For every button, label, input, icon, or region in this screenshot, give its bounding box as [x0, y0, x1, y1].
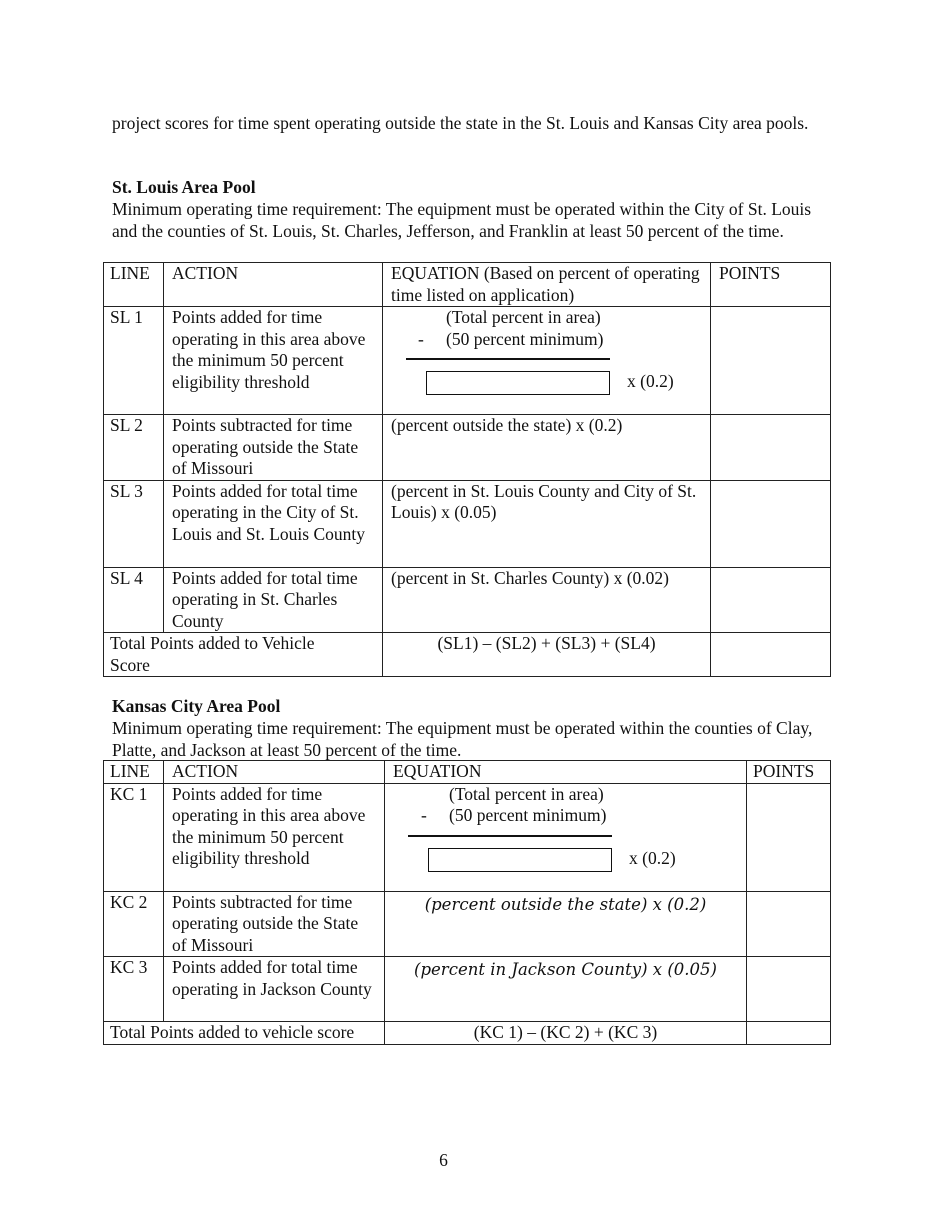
fraction-rule: [406, 358, 610, 360]
equation-total-term: (Total percent in area): [449, 783, 604, 804]
equation-cell: (percent in St. Charles County) x (0.02): [383, 567, 711, 633]
total-label: Total Points added to Vehicle Score: [104, 633, 383, 677]
table-row: [104, 783, 831, 891]
kansas-city-heading: Kansas City Area Pool: [112, 696, 281, 716]
points-cell: [747, 783, 831, 891]
line-cell: SL 2: [104, 415, 164, 481]
header-line: LINE: [104, 263, 164, 307]
result-box: [428, 848, 612, 872]
equation-total-term: (Total percent in area): [446, 307, 601, 327]
header-action: ACTION: [164, 263, 383, 307]
header-points: POINTS: [711, 263, 831, 307]
equation-minimum-term: (50 percent minimum): [449, 805, 607, 825]
table-row: [104, 480, 831, 567]
action-cell: Points added for total time operating in the City of St. Louis and St. Louis County: [164, 480, 383, 567]
total-equation: (SL1) – (SL2) + (SL3) + (SL4): [383, 633, 711, 677]
page-number: 6: [439, 1150, 448, 1170]
points-cell: [711, 567, 831, 633]
total-equation: (KC 1) – (KC 2) + (KC 3): [385, 1022, 747, 1045]
equation-math: (percent outside the state) x (0.2): [424, 894, 707, 914]
minus-sign: -: [421, 805, 427, 825]
points-cell: [747, 891, 831, 957]
table-row: [104, 307, 831, 415]
header-points: POINTS: [747, 761, 831, 784]
points-cell: [711, 307, 831, 415]
line-cell: KC 3: [104, 957, 164, 1022]
st-louis-table: [103, 262, 831, 677]
action-cell: Points added for total time operating in St. Charles County: [164, 567, 383, 633]
equation-minimum-term: (50 percent minimum): [446, 328, 604, 349]
total-row: [104, 1022, 831, 1045]
st-louis-heading: St. Louis Area Pool: [112, 177, 256, 197]
table-row: [104, 415, 831, 481]
kansas-city-requirement: Minimum operating time requirement: The equipment must be operated within the counties of Clay, Platte, and Jackson at least 50 percent of the time.: [112, 718, 813, 760]
multiplier: x (0.2): [627, 371, 674, 391]
intro-paragraph: project scores for time spent operating outside the state in the St. Louis and Kansas City area pools.: [112, 113, 809, 133]
line-cell: SL 4: [104, 567, 164, 633]
header-equation: EQUATION (Based on percent of operating time listed on application): [383, 263, 711, 307]
header-equation: EQUATION: [385, 761, 747, 784]
equation-cell: [385, 891, 747, 957]
points-cell: [711, 480, 831, 567]
line-cell: KC 2: [104, 891, 164, 957]
equation-math: (percent in Jackson County) x (0.05): [414, 960, 717, 979]
line-cell: SL 1: [104, 307, 164, 415]
action-cell: Points subtracted for time operating outside the State of Missouri: [164, 415, 383, 481]
points-cell: [747, 1022, 831, 1045]
fraction-rule: [408, 835, 612, 837]
table-header-row: [104, 263, 831, 307]
total-label: Total Points added to vehicle score: [104, 1022, 385, 1045]
st-louis-requirement: Minimum operating time requirement: The equipment must be operated within the City of St. Louis and the counties of St. Louis, St. Charles, Jefferson, and Franklin at least 50 percent of the time.: [112, 199, 812, 241]
table-header-row: [104, 761, 831, 784]
result-box: [426, 371, 610, 395]
header-action: ACTION: [164, 761, 385, 784]
equation-cell: (percent in St. Louis County and City of St. Louis) x (0.05): [383, 480, 711, 567]
points-cell: [711, 633, 831, 677]
action-cell: Points added for total time operating in Jackson County: [164, 957, 385, 1022]
equation-cell: [383, 307, 711, 415]
table-row: [104, 567, 831, 633]
line-cell: KC 1: [104, 783, 164, 891]
total-row: [104, 633, 831, 677]
table-row: [104, 957, 831, 1022]
equation-cell: [385, 783, 747, 891]
kansas-city-table: [103, 760, 831, 1045]
action-cell: Points subtracted for time operating outside the State of Missouri: [164, 891, 385, 957]
header-line: LINE: [104, 761, 164, 784]
table-row: [104, 891, 831, 957]
minus-sign: -: [418, 328, 424, 349]
points-cell: [747, 957, 831, 1022]
equation-cell: (percent outside the state) x (0.2): [383, 415, 711, 481]
line-cell: SL 3: [104, 480, 164, 567]
multiplier: x (0.2): [629, 847, 676, 868]
points-cell: [711, 415, 831, 481]
equation-cell: [385, 957, 747, 1022]
action-cell: Points added for time operating in this area above the minimum 50 percent eligibility threshold: [164, 783, 385, 891]
action-cell: Points added for time operating in this area above the minimum 50 percent eligibility threshold: [164, 307, 383, 415]
